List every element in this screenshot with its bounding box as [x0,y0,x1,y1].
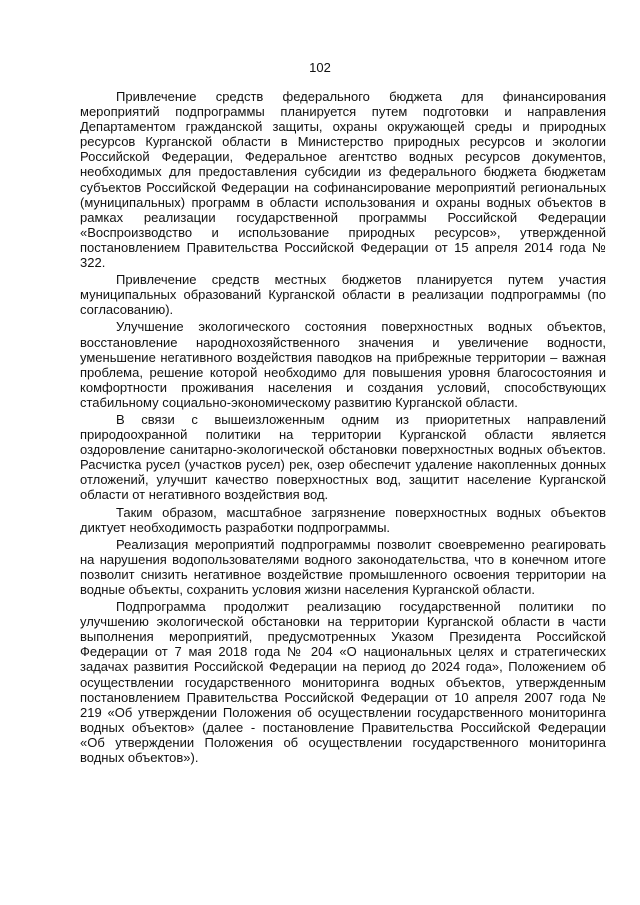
document-body [80,89,606,767]
paragraph-pollution-need: Таким образом, масштабное загрязнение поверхностных водных объектов диктует необходимость разработки подпрограммы. [80,504,606,535]
page-number: 102 [309,60,331,75]
paragraph-local-budgets: Привлечение средств местных бюджетов планируется путем участия муниципальных образований Курганской области в реализации подпрограммы (по согласованию). [80,272,606,318]
paragraph-state-policy: Подпрограмма продолжит реализацию государственной политики по улучшению экологической обстановки на территории Курганской области в части выполнения мероприятий, предусмотренных Указом Президента Российской Федерации от 7 мая 2018 года № 204 «О национальных целях и стратегических задачах развития Российской Федерации на период до 2024 года», Положением об осуществлении государственного мониторинга водных объектов, утвержденным постановлением Правительства Российской Федерации от 10 апреля 2007 года № 219 «Об утверждении Положения об осуществлении государственного мониторинга водных объектов» (далее - постановление Правительства Российской Федерации «Об утверждении Положения об осуществлении государственного мониторинга водных объектов»). [80,599,606,766]
paragraph-priority-directions: В связи с вышеизложенным одним из приоритетных направлений природоохранной политики на территории Курганской области является оздоровление санитарно-экологической обстановки поверхностных водных объектов. Расчистка русел (участков русел) рек, озер обеспечит удаление накопленных донных отложений, улучшит качество поверхностных вод, защитит население Курганской области от негативного воздействия вод. [80,411,606,503]
paragraph-ecological-improvement: Улучшение экологического состояния поверхностных водных объектов, восстановление народнохозяйственного значения и увеличение водности, уменьшение негативного воздействия паводков на прибрежные территории – важная проблема, решение которой необходимо для повышения уровня благосостояния и комфортности проживания населения и создания условий, способствующих стабильному социально-экономическому развитию Курганской области. [80,319,606,410]
paragraph-federal-budget: Привлечение средств федерального бюджета для финансирования мероприятий подпрограммы планируется путем подготовки и направления Департаментом гражданской защиты, охраны окружающей среды и природных ресурсов Курганской области в Министерство природных ресурсов и экологии Российской Федерации, Федеральное агентство водных ресурсов документов, необходимых для предоставления субсидии из федерального бюджета бюджетам субъектов Российской Федерации на софинансирование мероприятий региональных (муниципальных) программ в области использования и охраны водных объектов в рамках реализации государственной программы Российской Федерации «Воспроизводство и использование природных ресурсов», утвержденной постановлением Правительства Российской Федерации от 15 апреля 2014 года № 322. [80,89,606,271]
paragraph-implementation-effects: Реализация мероприятий подпрограммы позволит своевременно реагировать на нарушения водопользователями водного законодательства, что в конечном итоге позволит снизить негативное воздействие промышленного освоения территории на водные объекты, сохранить условия жизни населения Курганской области. [80,536,606,597]
